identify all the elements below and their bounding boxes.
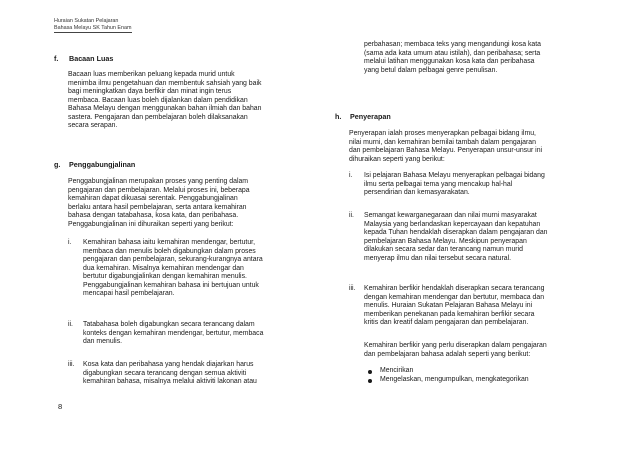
paragraph-penyerapan (349, 130, 542, 164)
text-line: yang betul dalam pelbagai genre penulisan. (364, 66, 498, 74)
text-line: pengajaran dan pembelajaran, sekurang-kurangnya antara (83, 256, 263, 264)
text-line: dan menulis. (83, 338, 123, 346)
text-line: dan pembelajaran Bahasa Melayu. Penyerapan unsur-unsur ini (349, 147, 543, 155)
text-line: menulis. Huraian Sukatan Pelajaran Bahasa Melayu ini (364, 302, 533, 310)
page-number: 8 (58, 402, 63, 411)
text-line: membaca dan menulis boleh digabungkan dalam proses (83, 247, 256, 255)
text-line: digabungkan secara terancang dengan semua aktiviti (83, 369, 247, 377)
header-line-2: Bahasa Melayu SK Tahun Enam (54, 25, 132, 31)
section-title: Penyerapan (350, 112, 391, 121)
list-marker: ii. (68, 321, 73, 328)
text-line: membaca. Bacaan luas boleh dijalankan dalam pendidikan (68, 96, 248, 104)
bullet-dot-icon (368, 379, 372, 383)
text-line: menimba ilmu pengetahuan dan membentuk sahsiah yang baik (68, 79, 262, 87)
list-marker: iii. (349, 285, 356, 292)
text-line: persendirian dan kemasyarakatan. (364, 189, 470, 197)
text-line: bahasa dengan tatabahasa, kosa kata, dan peribahasa. (68, 212, 239, 220)
paragraph-bacaan-luas (68, 71, 261, 131)
text-line: melalui latihan menggunakan kosa kata dan peribahasa (364, 58, 535, 66)
text-line: Bahasa Melayu dengan menggunakan bahan ilmiah dan bahan (68, 105, 262, 113)
text-line: kritis dan kreatif dalam pengajaran dan pembelajaran. (364, 319, 529, 327)
running-header (54, 18, 132, 32)
list-marker: iii. (68, 361, 75, 368)
text-line: Mencirikan (380, 367, 414, 374)
text-line: Bacaan luas memberikan peluang kepada murid untuk (68, 71, 235, 78)
text-line: Kemahiran berfikir yang perlu diserapkan dalam pengajaran (364, 342, 547, 349)
text-line: Kemahiran bahasa iaitu kemahiran mendengar, bertutur, (83, 239, 255, 246)
section-number: g. (54, 160, 61, 169)
text-line: sastera. Pengajaran dan pembelajaran boleh dilaksanakan (68, 113, 248, 121)
section-heading-g (54, 160, 135, 169)
text-line: ilmu serta pelbagai tema yang mencakup hal-hal (364, 180, 513, 188)
section-title: Bacaan Luas (69, 54, 114, 63)
text-line: Kemahiran berfikir hendaklah diserapkan secara terancang (364, 285, 545, 292)
paragraph-penggabungjalinan (68, 178, 250, 229)
text-line: Semangat kewarganegaraan dan nilai murni masyarakat (364, 212, 537, 219)
text-line: Isi pelajaran Bahasa Melayu menyerapkan pelbagai bidang (364, 172, 545, 179)
text-line: perbahasan; membaca teks yang mengandungi kosa kata (364, 41, 541, 48)
text-line: kemahiran bahasa, misalnya melalui aktiviti lakonan atau (83, 378, 257, 386)
text-line: menyerap ilmu dan nilai tersebut secara natural. (364, 254, 512, 262)
text-line: Tatabahasa boleh digabungkan secara terancang dalam (83, 321, 255, 328)
text-line: Penggabungjalinan kemahiran bahasa ini bertujuan untuk (83, 281, 259, 289)
text-line: dengan kemahiran mendengar dan bertutur, membaca dan (364, 293, 545, 301)
text-line: dua kemahiran. Misalnya kemahiran mendengar dan (83, 264, 244, 272)
text-line: mencapai hasil pembelajaran. (83, 290, 175, 298)
text-line: berlaku antara hasil pembelajaran, serta antara kemahiran (68, 203, 247, 211)
text-line: bagi meningkatkan daya berfikir dan minat ingin terus (68, 88, 232, 96)
text-line: kepada Tuhan hendaklah diserapkan dalam pengajaran dan (364, 229, 548, 237)
paragraph-kemahiran-berfikir (364, 342, 547, 359)
section-title: Penggabungjalinan (69, 160, 136, 169)
header-rule (54, 32, 132, 33)
text-line: dilakukan secara sedar dan terancang namun murid (364, 246, 523, 254)
list-marker: i. (349, 172, 353, 179)
text-line: Kosa kata dan peribahasa yang hendak diajarkan harus (83, 361, 254, 368)
section-number: h. (335, 112, 342, 121)
list-marker: i. (68, 239, 72, 246)
text-line: pembelajaran Bahasa Melayu. Meskipun penyerapan (364, 237, 527, 245)
section-heading-h (335, 112, 391, 121)
list-marker: ii. (349, 212, 354, 219)
text-line: dan pembelajaran bahasa adalah seperti yang berikut: (364, 350, 531, 358)
text-line: secara serapan. (68, 122, 118, 130)
text-line: bertutur digabungjalinkan dengan kemahiran menulis. (83, 273, 247, 281)
text-line: Penyerapan ialah proses menyerapkan pelbagai bidang ilmu, (349, 130, 536, 137)
section-number: f. (54, 54, 59, 63)
bullet-dot-icon (368, 370, 372, 374)
text-line: Mengelaskan, mengumpulkan, mengkategorikan (380, 376, 529, 383)
text-line: pengajaran dan pembelajaran. Melalui proses ini, beberapa (68, 186, 250, 194)
text-line: (sama ada kata umum atau istilah), dan peribahasa; serta (364, 49, 541, 57)
text-line: kemahiran dapat dikuasai serentak. Penggabungjalinan (68, 195, 238, 203)
section-heading-f (54, 54, 113, 63)
header-line-1: Huraian Sukatan Pelajaran (54, 18, 119, 24)
text-line: Malaysia yang berlandaskan kepercayaan dan kepatuhan (364, 220, 541, 228)
text-line: nilai murni, dan kemahiran bernilai tambah dalam pengajaran (349, 138, 536, 146)
text-line: dihuraikan seperti yang berikut: (349, 155, 445, 163)
text-line: Penggabungjalinan merupakan proses yang penting dalam (68, 178, 249, 185)
continued-list-text (364, 41, 541, 75)
text-line: memberikan penekanan pada kemahiran berfikir secara (364, 310, 535, 318)
text-line: konteks dengan kemahiran mendengar, bertutur, membaca (83, 329, 264, 337)
text-line: Penggabungjalinan ini dihuraikan seperti yang berikut: (68, 220, 234, 228)
